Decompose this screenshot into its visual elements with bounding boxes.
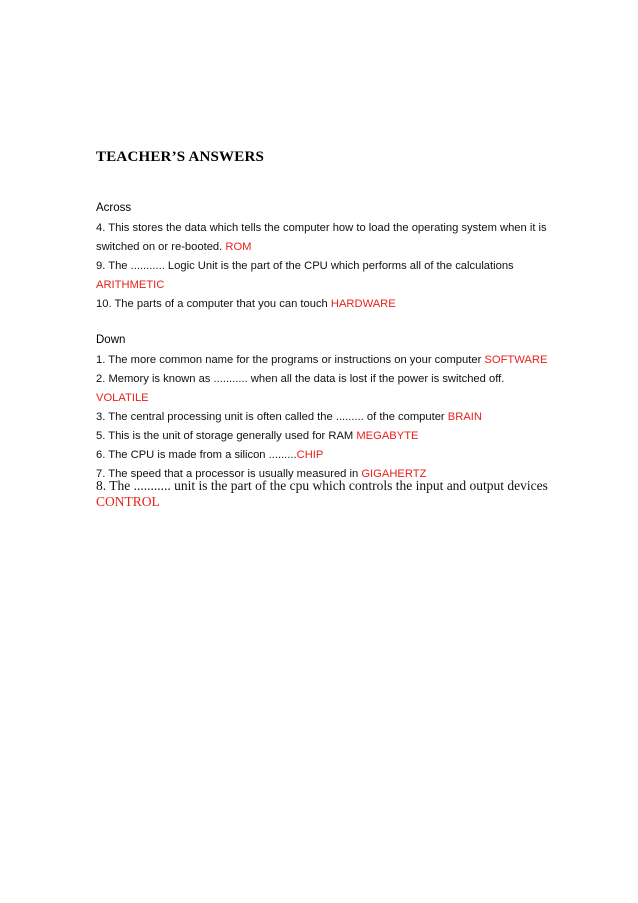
clue-down-6: [96, 446, 556, 465]
clue-down-5: [96, 427, 556, 446]
across-section: [96, 199, 556, 314]
across-heading: Across: [96, 202, 132, 214]
answer-rom: ROM: [225, 241, 252, 253]
answer-brain: BRAIN: [447, 411, 482, 423]
answer-hardware: HARDWARE: [330, 298, 396, 310]
down-section: [96, 331, 556, 484]
answer-gigahertz: GIGAHERTZ: [361, 468, 427, 480]
answer-arithmetic: ARITHMETIC: [96, 279, 165, 291]
answer-software: SOFTWARE: [484, 354, 548, 366]
clue-text: 5. This is the unit of storage generally used for RAM: [96, 430, 357, 442]
answer-control: CONTROL: [96, 494, 160, 509]
clue-text: 3. The central processing unit is often called the ......... of the computer: [96, 411, 448, 423]
clue-down-2: 2. Memory is known as ........... when all the data is lost if the power is switched off.: [96, 373, 505, 385]
clue-down-1: [96, 351, 556, 370]
page-title: TEACHER’S ANSWERS: [96, 149, 265, 165]
clue-down-8-block: [96, 478, 556, 510]
clue-text: 7. The speed that a processor is usually measured in: [96, 468, 362, 480]
clue-across-4-line1: 4. This stores the data which tells the computer how to load the operating system when it is: [96, 222, 547, 234]
clue-down-8: 8. The ........... unit is the part of the cpu which controls the input and output devices: [96, 478, 548, 493]
clue-text: 1. The more common name for the programs or instructions on your computer: [96, 354, 485, 366]
clue-text: switched on or re-booted.: [96, 241, 226, 253]
clue-down-3: [96, 408, 556, 427]
down-heading: Down: [96, 334, 126, 346]
clue-across-9: 9. The ........... Logic Unit is the part of the CPU which performs all of the calculations: [96, 260, 514, 272]
clue-text: 10. The parts of a computer that you can touch: [96, 298, 331, 310]
answer-chip: CHIP: [296, 449, 324, 461]
clue-across-10: [96, 295, 556, 314]
answer-volatile: VOLATILE: [96, 392, 149, 404]
clue-text: 6. The CPU is made from a silicon .........: [96, 449, 297, 461]
clue-across-4-line2: [96, 238, 556, 257]
answer-megabyte: MEGABYTE: [356, 430, 419, 442]
